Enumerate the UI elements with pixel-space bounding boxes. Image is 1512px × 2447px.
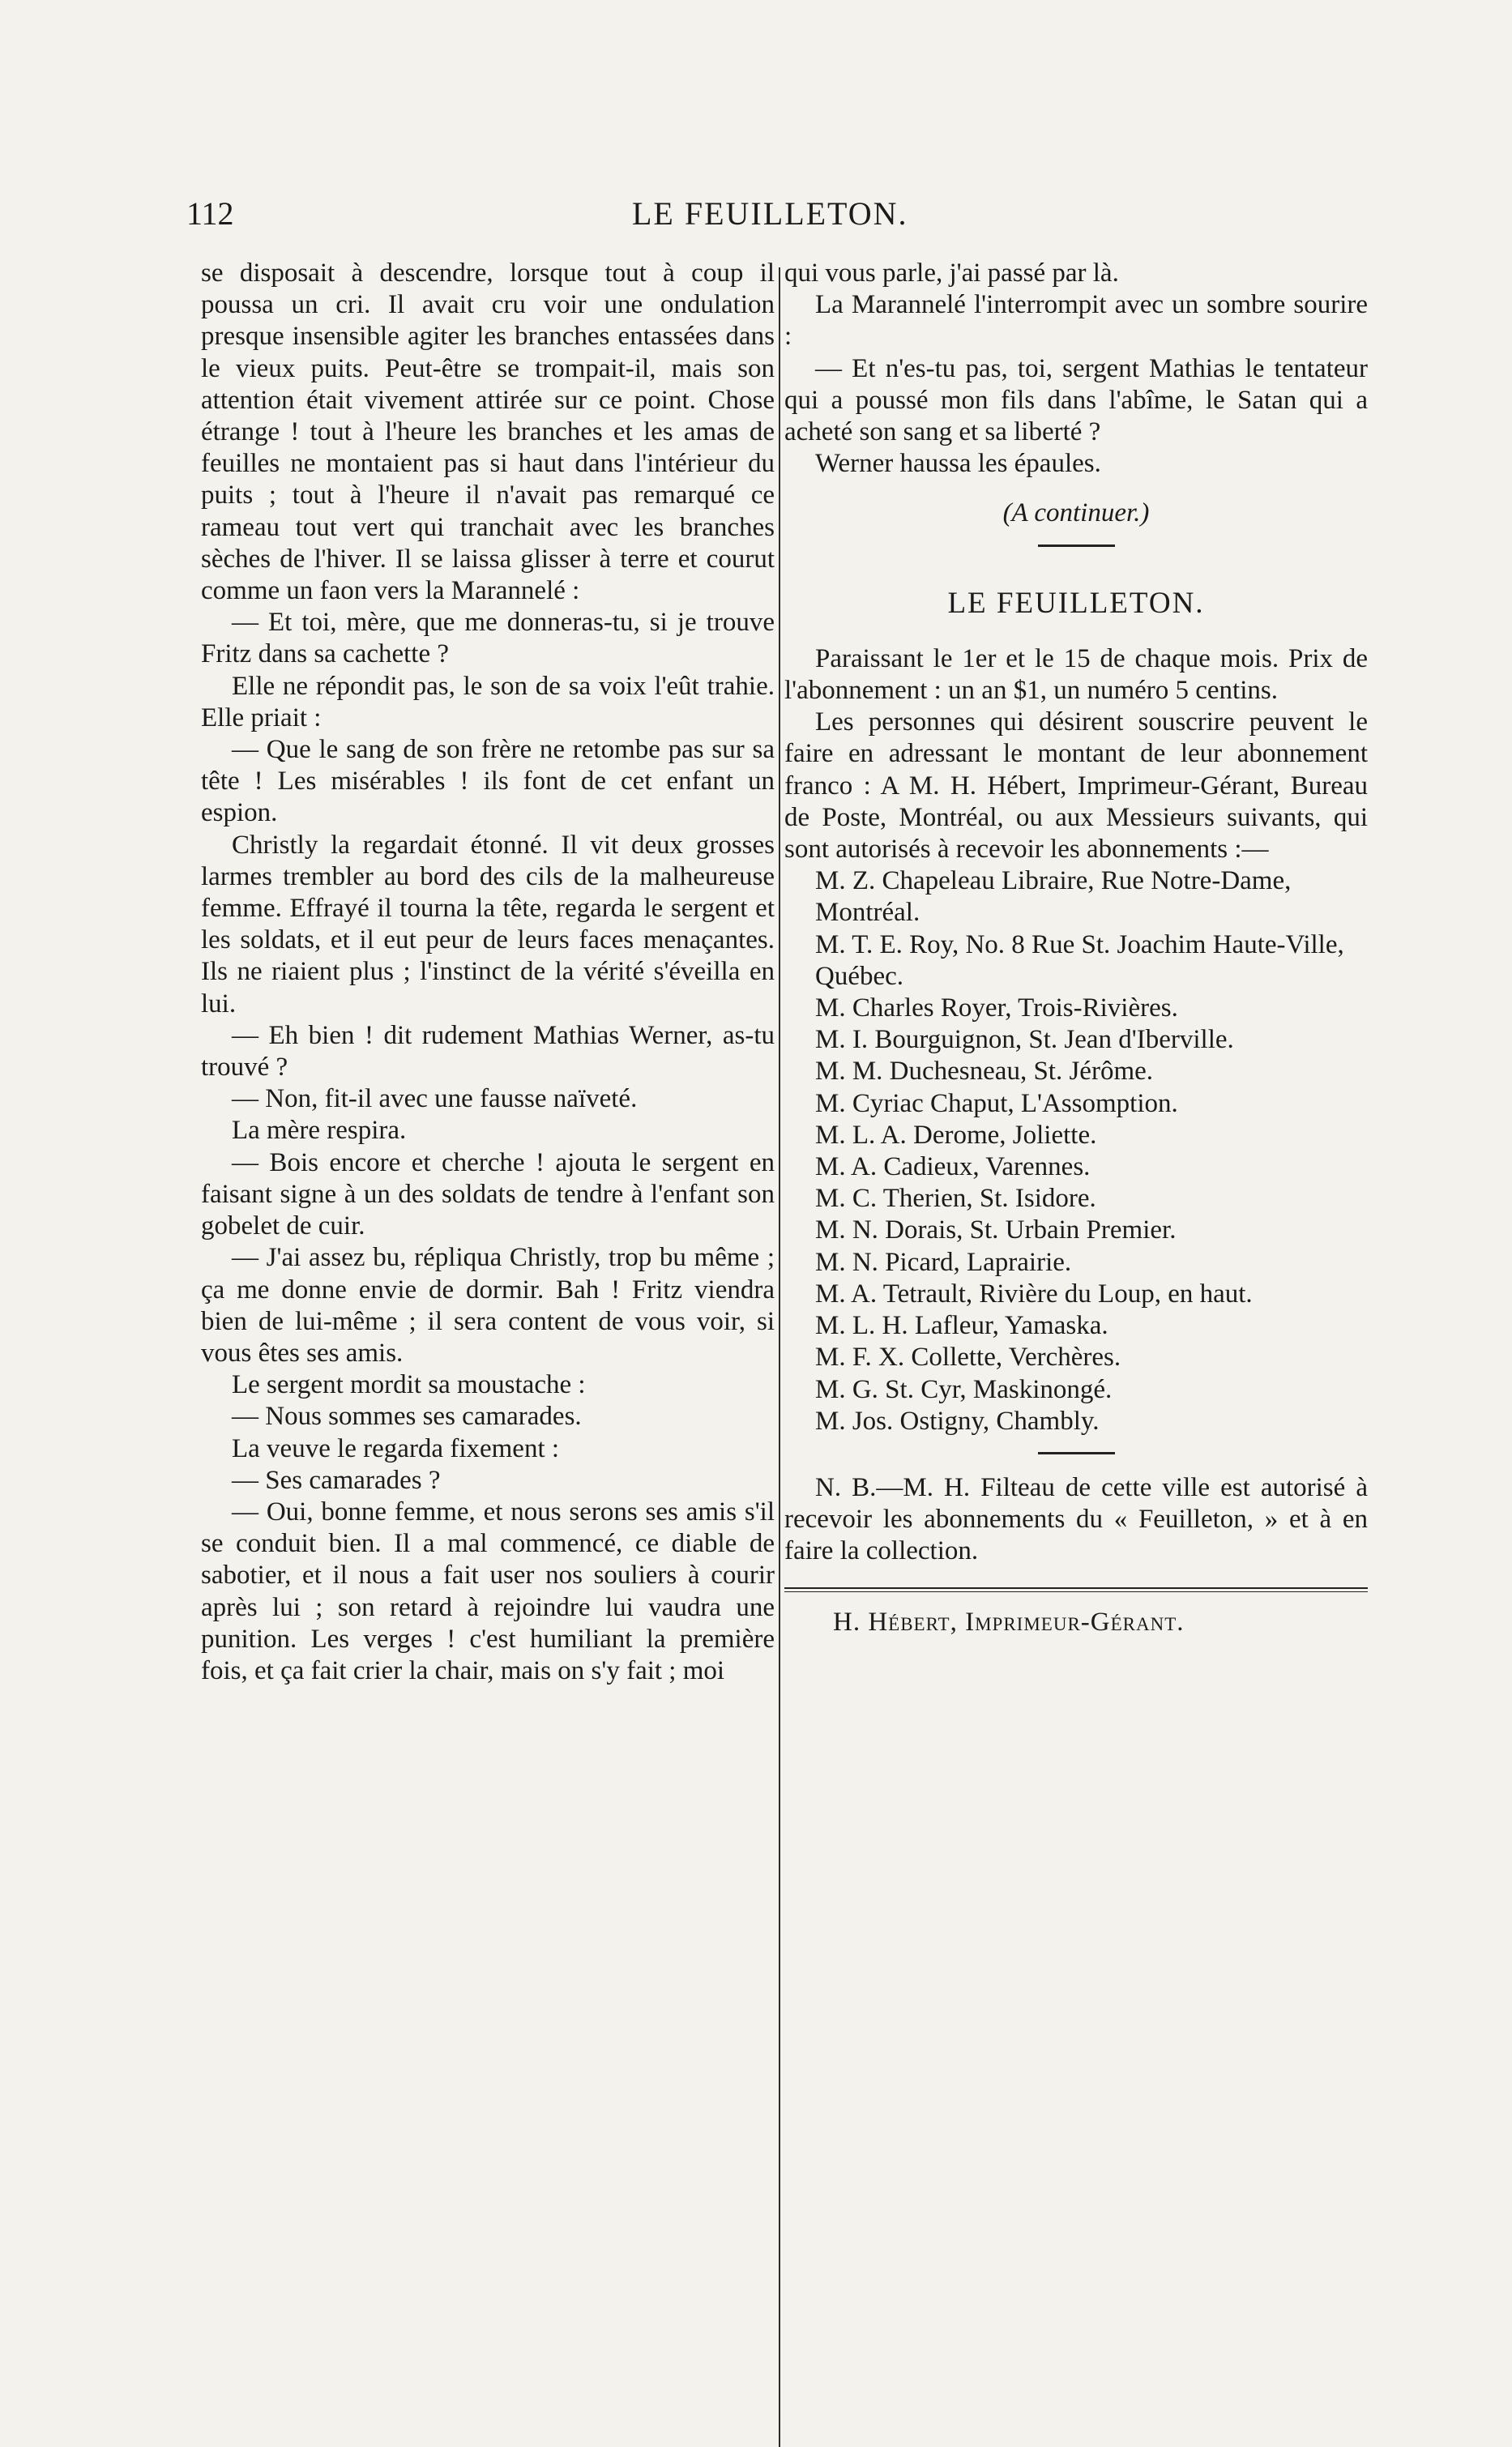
notice-paragraph: Les personnes qui désirent souscrire peuvent le faire en adressant le montant de leur abonnement franco : A M. H. Hébert, Imprimeur-Gérant, Bureau de Poste, Montréal, ou aux Messieurs suivants, qui sont autorisés à recevoir les abonnements :— bbox=[784, 707, 1368, 865]
story-paragraph: La mère respira. bbox=[232, 1116, 407, 1146]
agent-entry: M. A. Tetrault, Rivière du Loup, en haut. bbox=[815, 1279, 1253, 1309]
agent-entry: M. Cyriac Chaput, L'Assomption. bbox=[815, 1088, 1178, 1118]
story-paragraph: Elle ne répondit pas, le son de sa voix l'eût trahie. Elle priait : bbox=[201, 671, 775, 732]
story-paragraph: se disposait à descendre, lorsque tout à coup il poussa un cri. Il avait cru voir une ondulation presque insensible agiter les branches entassées dans le vieux puits. Peut-être se trompait-il, mais son attention était vivement attirée sur ce point. Chose étrange ! tout à l'heure les branches et les amas de feuilles ne montaient pas si haut dans l'intérieur du puits ; tout à l'heure il n'avait pas remarqué ce rameau tout vert qui tranchait avec les branches sèches de l'hiver. Il se laissa glisser à terre et courut comme un faon vers la Marannelé : bbox=[201, 258, 775, 606]
agent-entry: M. M. Duchesneau, St. Jérôme. bbox=[815, 1057, 1154, 1087]
story-paragraph: qui vous parle, j'ai passé par là. bbox=[784, 258, 1119, 288]
story-paragraph: — Eh bien ! dit rudement Mathias Werner, as-tu trouvé ? bbox=[201, 1020, 775, 1083]
agent-entry: M. L. A. Derome, Joliette. bbox=[815, 1120, 1097, 1150]
story-paragraph: — Et toi, mère, que me donneras-tu, si je trouve Fritz dans sa cachette ? bbox=[201, 608, 775, 669]
agent-entry: M. G. St. Cyr, Maskinongé. bbox=[815, 1374, 1113, 1404]
story-paragraph: Le sergent mordit sa moustache : bbox=[232, 1370, 586, 1400]
running-title: LE FEUILLETON. bbox=[632, 195, 908, 232]
story-paragraph: Christly la regardait étonné. Il vit deux grosses larmes trembler au bord des cils de la malheureuse femme. Effrayé il tourna la tête, regarda le sergent et les soldats, et il eut peur de leurs faces menaçantes. Ils ne riaient plus ; l'instinct de la vérité s'éveilla en lui. bbox=[201, 830, 775, 1019]
story-paragraph: — Nous sommes ses camarades. bbox=[232, 1402, 582, 1432]
imprint-rule bbox=[784, 1587, 1368, 1592]
notice-paragraph: Paraissant le 1er et le 15 de chaque mois. Prix de l'abonnement : un an $1, un numéro 5 centins. bbox=[784, 643, 1368, 706]
story-paragraph: — Que le sang de son frère ne retombe pas sur sa tête ! Les misérables ! ils font de cet enfant un espion. bbox=[201, 735, 775, 828]
agent-entry: M. C. Therien, St. Isidore. bbox=[815, 1184, 1096, 1214]
section-title: LE FEUILLETON. bbox=[947, 586, 1205, 620]
page-number: 112 bbox=[186, 195, 234, 232]
story-paragraph: Werner haussa les épaules. bbox=[815, 449, 1101, 479]
agent-entry: M. N. Picard, Laprairie. bbox=[815, 1247, 1072, 1277]
left-column bbox=[201, 258, 775, 1687]
continuation-note: (A continuer.) bbox=[1002, 498, 1150, 528]
agent-entry: M. A. Cadieux, Varennes. bbox=[815, 1152, 1091, 1182]
story-paragraph: La veuve le regarda fixement : bbox=[232, 1433, 560, 1463]
story-paragraph: — Ses camarades ? bbox=[232, 1465, 441, 1495]
agent-entry: M. Charles Royer, Trois-Rivières. bbox=[815, 993, 1178, 1023]
story-paragraph: — Bois encore et cherche ! ajouta le sergent en faisant signe à un des soldats de tendre à l'enfant son gobelet de cuir. bbox=[201, 1147, 775, 1241]
section-divider bbox=[1038, 544, 1115, 547]
nb-note: N. B.—M. H. Filteau de cette ville est autorisé à recevoir les abonnements du « Feuilleton, » et à en faire la collection. bbox=[784, 1472, 1368, 1566]
column-divider bbox=[779, 267, 780, 2447]
section-divider bbox=[1038, 1452, 1115, 1454]
agent-entry: M. Z. Chapeleau Libraire, Rue Notre-Dame, Montréal. bbox=[815, 866, 1292, 928]
agent-entry: M. I. Bourguignon, St. Jean d'Iberville. bbox=[815, 1025, 1234, 1055]
agent-entry: M. Jos. Ostigny, Chambly. bbox=[815, 1406, 1100, 1436]
story-paragraph: — Oui, bonne femme, et nous serons ses amis s'il se conduit bien. Il a mal commencé, ce diable de sabotier, et il nous a fait user nos souliers à courir après lui ; son retard à rejoindre lui vaudra une punition. Les verges ! c'est humiliant la première fois, et ça fait crier la chair, mais on s'y fait ; moi bbox=[201, 1497, 775, 1685]
story-paragraph: — Non, fit-il avec une fausse naïveté. bbox=[232, 1084, 638, 1114]
page-header bbox=[186, 194, 948, 243]
story-paragraph: — J'ai assez bu, répliqua Christly, trop bu même ; ça me donne envie de dormir. Bah ! Fritz viendra bien de lui-même ; il sera content de vous voir, si vous êtes ses amis. bbox=[201, 1243, 775, 1368]
agent-entry: M. T. E. Roy, No. 8 Rue St. Joachim Haute-Ville, Québec. bbox=[815, 929, 1344, 991]
story-paragraph: — Et n'es-tu pas, toi, sergent Mathias le tentateur qui a poussé mon fils dans l'abîme, le Satan qui a acheté son sang et sa liberté ? bbox=[784, 353, 1368, 447]
right-column bbox=[784, 258, 1368, 1638]
agent-entry: M. N. Dorais, St. Urbain Premier. bbox=[815, 1215, 1177, 1245]
agent-entry: M. L. H. Lafleur, Yamaska. bbox=[815, 1311, 1108, 1341]
agent-entry: M. F. X. Collette, Verchères. bbox=[815, 1343, 1121, 1373]
story-paragraph: La Marannelé l'interrompit avec un sombre sourire : bbox=[784, 290, 1368, 352]
imprint-line: H. Hébert, Imprimeur-Gérant. bbox=[833, 1607, 1185, 1637]
